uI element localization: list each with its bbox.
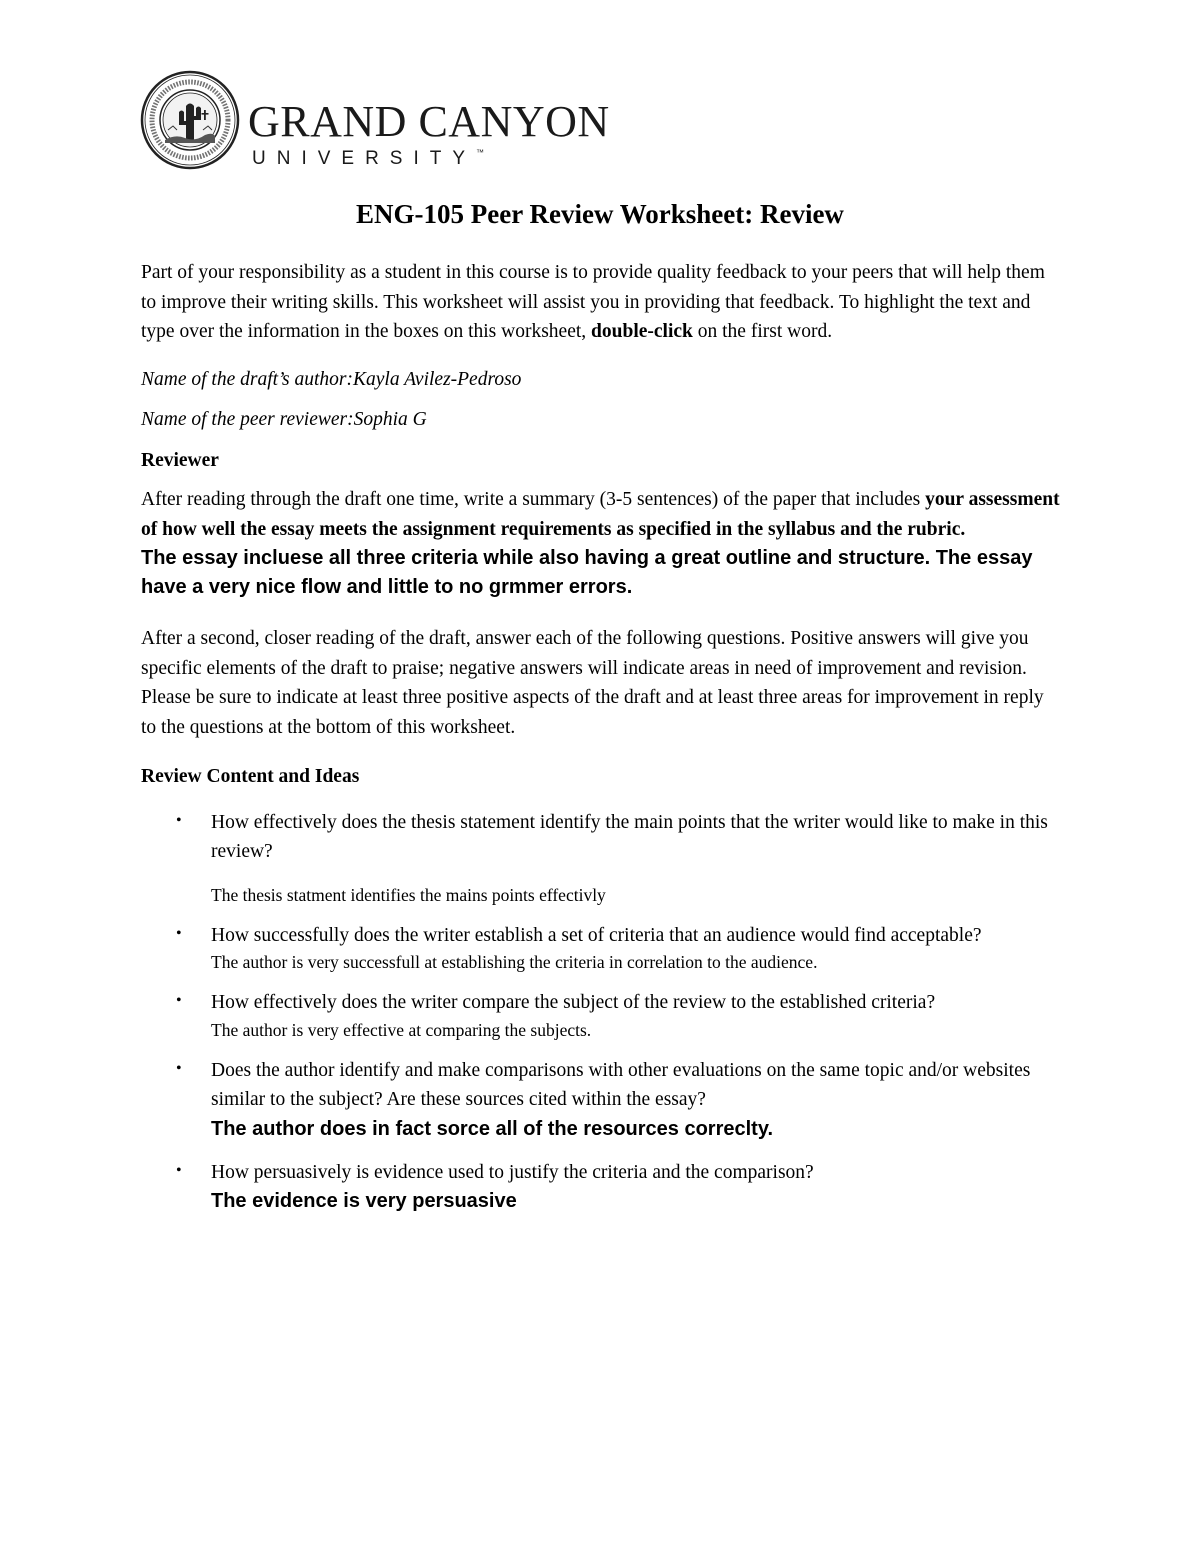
reviewer-field[interactable] <box>141 405 1061 435</box>
answer-text[interactable]: The thesis statment identifies the mains points effectivly <box>211 884 606 905</box>
logo-subtitle: UNIVERSITY™ <box>252 148 485 169</box>
reviewer-value[interactable]: Sophia G <box>353 409 427 430</box>
answer-text[interactable]: The author does in fact sorce all of the resources correclty. <box>211 1117 774 1140</box>
list-item <box>141 1056 1061 1144</box>
list-item <box>141 1158 1061 1217</box>
question-text: How successfully does the writer establish a set of criteria that an audience would find acceptable? <box>211 924 982 946</box>
bullet-icon: • <box>176 1161 182 1179</box>
summary-prompt: After reading through the draft one time, write a summary (3-5 sentences) of the paper that includes your assessment of how well the essay meets the assignment requirements as specified in the syllabus and the rubric. <box>141 489 1060 540</box>
question-list <box>141 808 1061 1217</box>
bullet-icon: • <box>176 992 182 1009</box>
second-reading-paragraph: After a second, closer reading of the draft, answer each of the following questions. Positive answers will give you specific elements of the draft to praise; negative answers will indicate areas in need of improvement and revision. Please be sure to indicate at least three positive aspects of the draft and at least three areas for improvement in reply to the questions at the bottom of this worksheet. <box>141 628 1044 738</box>
logo-wordmark: GRAND CANYON <box>248 97 610 146</box>
document-title: ENG-105 Peer Review Worksheet: Review <box>356 199 844 229</box>
list-item <box>141 808 1061 907</box>
author-label: Name of the draft’s author: <box>141 368 353 390</box>
answer-text[interactable]: The author is very effective at comparing the subjects. <box>211 1019 592 1040</box>
question-text: How effectively does the thesis statement identify the main points that the writer would like to make in this review? <box>211 811 1048 862</box>
summary-answer[interactable]: The essay incluese all three criteria while also having a great outline and structure. The essay have a very nice flow and little to no grmmer errors. <box>141 547 1033 598</box>
intro-bold-instruction: double-click <box>591 321 693 342</box>
reviewer-heading: Reviewer <box>141 449 219 471</box>
university-seal-icon <box>140 70 240 170</box>
author-value[interactable]: Kayla Avilez-Pedroso <box>352 368 522 390</box>
answer-text[interactable]: The author is very successfull at establishing the criteria in correlation to the audience. <box>211 952 818 972</box>
answer-text[interactable]: The evidence is very persuasive <box>211 1190 517 1212</box>
list-item <box>141 921 1061 975</box>
question-text: How persuasively is evidence used to justify the criteria and the comparison? <box>211 1161 814 1183</box>
bullet-icon: • <box>176 924 182 942</box>
bullet-icon: • <box>176 811 182 829</box>
list-item <box>141 988 1061 1042</box>
author-field[interactable] <box>141 365 1061 395</box>
spacer <box>141 602 1061 624</box>
document-body <box>141 258 1061 1230</box>
intro-paragraph: Part of your responsibility as a student in this course is to provide quality feedback to your peers that will help them to improve their writing skills. This worksheet will assist you in providing that feedback. To highlight the text and type over the information in the boxes on this worksheet, double-click on the first word. <box>141 262 1045 342</box>
content-heading: Review Content and Ideas <box>141 766 360 787</box>
trademark-symbol: ™ <box>476 148 485 157</box>
question-text: How effectively does the writer compare the subject of the review to the established criteria? <box>211 992 936 1013</box>
bullet-icon: • <box>176 1059 182 1077</box>
reviewer-label: Name of the peer reviewer: <box>141 409 354 430</box>
question-text: Does the author identify and make comparisons with other evaluations on the same topic and/or websites similar to the subject? Are these sources cited within the essay? <box>211 1059 1031 1110</box>
